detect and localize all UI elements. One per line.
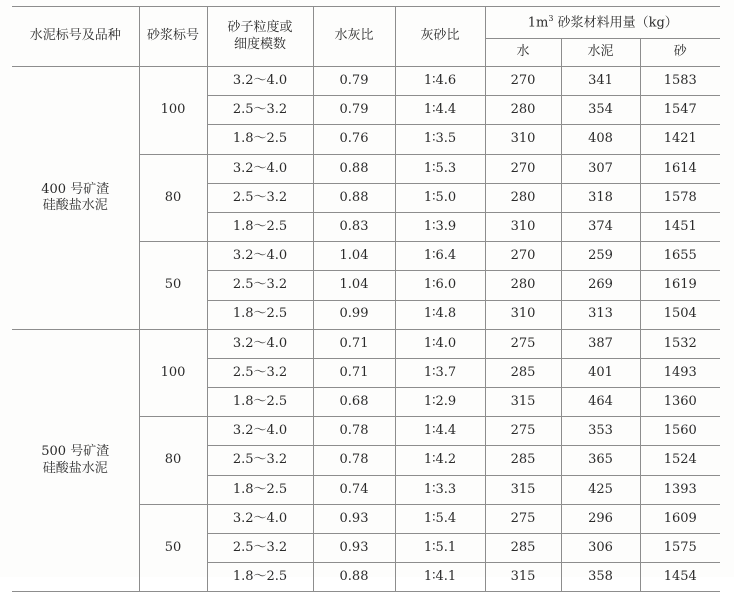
mortar-grade-cell: 100 (139, 329, 207, 417)
header-sand: 砂 (640, 39, 720, 67)
water-amount-cell: 275 (485, 329, 561, 358)
water-cement-ratio-cell: 0.78 (313, 417, 395, 446)
water-amount-cell: 285 (485, 358, 561, 387)
cement-sand-ratio-cell: 1∶4.4 (395, 417, 485, 446)
sand-amount-cell: 1655 (640, 242, 720, 271)
sand-amount-cell: 1393 (640, 475, 720, 504)
header-sand-size (207, 7, 313, 67)
cement-amount-cell: 408 (561, 125, 640, 154)
cement-sand-ratio-cell: 1∶5.0 (395, 183, 485, 212)
water-amount-cell: 270 (485, 242, 561, 271)
header-cement-sand-ratio: 灰砂比 (395, 7, 485, 67)
header-sand-size-line1: 砂子粒度或 (227, 20, 293, 36)
sand-amount-cell: 1454 (640, 563, 720, 592)
mortar-mix-table (12, 6, 720, 592)
water-amount-cell: 310 (485, 212, 561, 241)
header-water-cement-ratio: 水灰比 (313, 7, 395, 67)
sand-amount-cell: 1619 (640, 271, 720, 300)
header-cement-amount: 水泥 (561, 39, 640, 67)
mortar-grade-cell: 80 (139, 154, 207, 242)
water-cement-ratio-cell: 1.04 (313, 242, 395, 271)
sand-amount-cell: 1532 (640, 329, 720, 358)
water-cement-ratio-cell: 0.71 (313, 329, 395, 358)
water-amount-cell: 275 (485, 417, 561, 446)
sand-size-cell: 2.5～3.2 (207, 271, 313, 300)
sand-amount-cell: 1421 (640, 125, 720, 154)
sand-size-cell: 2.5～3.2 (207, 96, 313, 125)
water-cement-ratio-cell: 0.88 (313, 154, 395, 183)
water-cement-ratio-cell: 0.71 (313, 358, 395, 387)
cement-amount-cell: 306 (561, 534, 640, 563)
cement-amount-cell: 307 (561, 154, 640, 183)
water-cement-ratio-cell: 0.68 (313, 388, 395, 417)
water-amount-cell: 285 (485, 534, 561, 563)
sand-size-cell: 3.2～4.0 (207, 67, 313, 96)
cement-amount-cell: 425 (561, 475, 640, 504)
cement-sand-ratio-cell: 1∶3.9 (395, 212, 485, 241)
sand-size-cell: 1.8～2.5 (207, 125, 313, 154)
water-amount-cell: 275 (485, 504, 561, 533)
sand-amount-cell: 1360 (640, 388, 720, 417)
water-amount-cell: 270 (485, 154, 561, 183)
cement-sand-ratio-cell: 1∶4.2 (395, 446, 485, 475)
sand-size-cell: 2.5～3.2 (207, 446, 313, 475)
cement-amount-cell: 365 (561, 446, 640, 475)
cement-amount-cell: 354 (561, 96, 640, 125)
cement-amount-cell: 353 (561, 417, 640, 446)
cement-amount-cell: 401 (561, 358, 640, 387)
header-usage-suffix: 砂浆材料用量（kg） (553, 15, 678, 31)
cement-amount-cell: 259 (561, 242, 640, 271)
table-row (12, 67, 720, 96)
water-amount-cell: 285 (485, 446, 561, 475)
sand-amount-cell: 1493 (640, 358, 720, 387)
water-cement-ratio-cell: 1.04 (313, 271, 395, 300)
cement-type-line1: 500 号矿渣 (41, 444, 110, 460)
water-cement-ratio-cell: 0.79 (313, 96, 395, 125)
sand-size-cell: 2.5～3.2 (207, 183, 313, 212)
header-sand-size-line2: 细度模数 (233, 36, 286, 52)
water-amount-cell: 280 (485, 183, 561, 212)
sand-amount-cell: 1583 (640, 67, 720, 96)
water-cement-ratio-cell: 0.83 (313, 212, 395, 241)
sand-amount-cell: 1575 (640, 534, 720, 563)
water-cement-ratio-cell: 0.99 (313, 300, 395, 329)
cement-amount-cell: 318 (561, 183, 640, 212)
header-material-usage (485, 7, 720, 39)
cement-type-cell (12, 67, 139, 330)
water-amount-cell: 280 (485, 96, 561, 125)
sand-size-cell: 3.2～4.0 (207, 154, 313, 183)
sand-amount-cell: 1547 (640, 96, 720, 125)
sand-size-cell: 1.8～2.5 (207, 563, 313, 592)
water-amount-cell: 315 (485, 388, 561, 417)
cement-sand-ratio-cell: 1∶4.6 (395, 67, 485, 96)
sand-size-cell: 1.8～2.5 (207, 475, 313, 504)
table-body (12, 67, 720, 592)
cement-amount-cell: 464 (561, 388, 640, 417)
sand-amount-cell: 1524 (640, 446, 720, 475)
water-amount-cell: 280 (485, 271, 561, 300)
sand-size-cell: 3.2～4.0 (207, 504, 313, 533)
mortar-grade-cell: 80 (139, 417, 207, 505)
cement-amount-cell: 358 (561, 563, 640, 592)
cement-amount-cell: 387 (561, 329, 640, 358)
cement-amount-cell: 269 (561, 271, 640, 300)
sand-amount-cell: 1614 (640, 154, 720, 183)
cement-amount-cell: 341 (561, 67, 640, 96)
sand-amount-cell: 1560 (640, 417, 720, 446)
sand-size-cell: 1.8～2.5 (207, 300, 313, 329)
cement-sand-ratio-cell: 1∶4.1 (395, 563, 485, 592)
header-usage-prefix: 1m (527, 15, 549, 31)
header-usage-sup: 3 (548, 13, 554, 23)
sand-amount-cell: 1451 (640, 212, 720, 241)
header-mortar-grade: 砂浆标号 (139, 7, 207, 67)
cement-type-line1: 400 号矿渣 (41, 181, 110, 197)
cement-sand-ratio-cell: 1∶5.4 (395, 504, 485, 533)
cement-sand-ratio-cell: 1∶2.9 (395, 388, 485, 417)
cement-type-line2: 硅酸盐水泥 (42, 460, 108, 476)
water-amount-cell: 315 (485, 563, 561, 592)
header-water: 水 (485, 39, 561, 67)
cement-amount-cell: 374 (561, 212, 640, 241)
water-cement-ratio-cell: 0.74 (313, 475, 395, 504)
sand-amount-cell: 1504 (640, 300, 720, 329)
cement-sand-ratio-cell: 1∶5.3 (395, 154, 485, 183)
water-cement-ratio-cell: 0.78 (313, 446, 395, 475)
water-cement-ratio-cell: 0.76 (313, 125, 395, 154)
cement-sand-ratio-cell: 1∶6.0 (395, 271, 485, 300)
water-amount-cell: 310 (485, 125, 561, 154)
water-cement-ratio-cell: 0.79 (313, 67, 395, 96)
sand-size-cell: 3.2～4.0 (207, 417, 313, 446)
table-header (12, 7, 720, 67)
sand-size-cell: 1.8～2.5 (207, 212, 313, 241)
cement-amount-cell: 296 (561, 504, 640, 533)
sand-size-cell: 3.2～4.0 (207, 242, 313, 271)
cement-type-cell (12, 329, 139, 592)
cement-amount-cell: 313 (561, 300, 640, 329)
water-amount-cell: 270 (485, 67, 561, 96)
cement-sand-ratio-cell: 1∶3.7 (395, 358, 485, 387)
cement-sand-ratio-cell: 1∶4.4 (395, 96, 485, 125)
sand-amount-cell: 1609 (640, 504, 720, 533)
water-amount-cell: 310 (485, 300, 561, 329)
cement-sand-ratio-cell: 1∶4.0 (395, 329, 485, 358)
sand-size-cell: 3.2～4.0 (207, 329, 313, 358)
sand-size-cell: 1.8～2.5 (207, 388, 313, 417)
sand-amount-cell: 1578 (640, 183, 720, 212)
water-cement-ratio-cell: 0.88 (313, 183, 395, 212)
cement-sand-ratio-cell: 1∶4.8 (395, 300, 485, 329)
footnote-cutoff (14, 566, 720, 577)
cement-sand-ratio-cell: 1∶6.4 (395, 242, 485, 271)
header-cement: 水泥标号及品种 (12, 7, 139, 67)
cement-type-line2: 硅酸盐水泥 (42, 197, 108, 213)
mortar-grade-cell: 50 (139, 242, 207, 330)
mortar-grade-cell: 100 (139, 67, 207, 155)
water-cement-ratio-cell: 0.93 (313, 534, 395, 563)
cement-sand-ratio-cell: 1∶3.5 (395, 125, 485, 154)
sand-size-cell: 2.5～3.2 (207, 534, 313, 563)
water-cement-ratio-cell: 0.93 (313, 504, 395, 533)
water-cement-ratio-cell: 0.88 (313, 563, 395, 592)
table-row (12, 329, 720, 358)
cement-sand-ratio-cell: 1∶3.3 (395, 475, 485, 504)
sand-size-cell: 2.5～3.2 (207, 358, 313, 387)
cement-sand-ratio-cell: 1∶5.1 (395, 534, 485, 563)
water-amount-cell: 315 (485, 475, 561, 504)
mortar-grade-cell: 50 (139, 504, 207, 592)
